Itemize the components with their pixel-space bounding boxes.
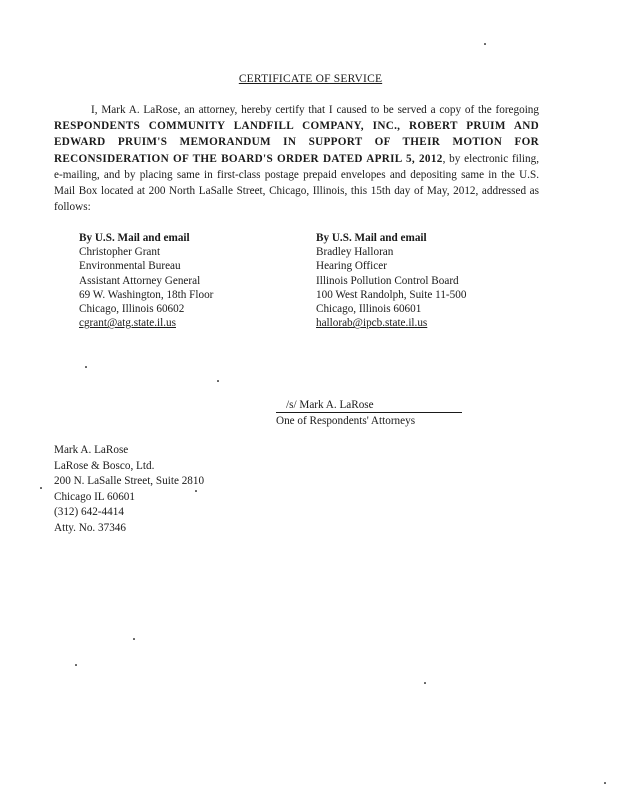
address-line: 100 West Randolph, Suite 11-500 xyxy=(316,288,467,301)
firm-line: LaRose & Bosco, Ltd. xyxy=(54,459,155,472)
address-line: 69 W. Washington, 18th Floor xyxy=(79,288,214,301)
scan-speck xyxy=(604,782,606,784)
email-link[interactable]: cgrant@atg.state.il.us xyxy=(79,317,176,330)
document-title: CERTIFICATE OF SERVICE xyxy=(238,73,383,85)
recipient-halloran xyxy=(316,231,546,330)
firm-line: (312) 642-4414 xyxy=(54,506,124,519)
address-line: Chicago, Illinois 60602 xyxy=(79,303,185,316)
memorandum-title: RESPONDENTS COMMUNITY LANDFILL COMPANY, INC., ROBERT PRUIM AND EDWARD PRUIM'S MEMORANDUM IN SUPPORT OF THEIR MOTION FOR RECONSIDERATION OF THE BOARD'S ORDER DATED APRIL 5, 2012 xyxy=(54,120,539,165)
firm-line: Mark A. LaRose xyxy=(54,444,129,456)
address-line: Assistant Attorney General xyxy=(79,274,201,287)
scan-speck xyxy=(217,380,219,382)
scan-speck xyxy=(75,664,77,666)
scan-speck xyxy=(424,682,426,684)
address-line: Hearing Officer xyxy=(316,260,387,273)
service-method: By U.S. Mail and email xyxy=(316,232,427,244)
certification-intro: I, Mark A. LaRose, an attorney, hereby certify that I caused to be served a copy of the foregoing xyxy=(91,104,539,116)
address-line: Illinois Pollution Control Board xyxy=(316,274,459,287)
email-link[interactable]: hallorab@ipcb.state.il.us xyxy=(316,317,428,330)
address-line: Environmental Bureau xyxy=(79,260,181,273)
service-method: By U.S. Mail and email xyxy=(79,232,190,244)
firm-block xyxy=(54,443,204,537)
scan-speck xyxy=(85,366,87,368)
scan-speck xyxy=(133,638,135,640)
scan-speck xyxy=(484,43,486,45)
scan-speck xyxy=(40,487,42,489)
signature-role: One of Respondents' Attorneys xyxy=(276,415,416,427)
certification-paragraph xyxy=(54,102,539,215)
scan-speck xyxy=(195,490,197,492)
firm-line: Atty. No. 37346 xyxy=(54,521,126,534)
signature-name: /s/ Mark A. LaRose xyxy=(276,398,462,413)
firm-line: Chicago IL 60601 xyxy=(54,490,135,503)
address-line: Christopher Grant xyxy=(79,246,161,259)
firm-line: 200 N. LaSalle Street, Suite 2810 xyxy=(54,475,205,488)
address-line: Bradley Halloran xyxy=(316,246,394,259)
recipient-grant xyxy=(79,231,289,330)
address-line: Chicago, Illinois 60601 xyxy=(316,303,422,316)
certification-rest: , by electronic filing, e-mailing, and by placing same in first-class postage prepaid envelopes and depositing same in the U.S. Mail Box located at 200 North LaSalle Street, Chicago, Illinois, this 15th day of May, 2012, addressed as follows: xyxy=(54,152,540,214)
